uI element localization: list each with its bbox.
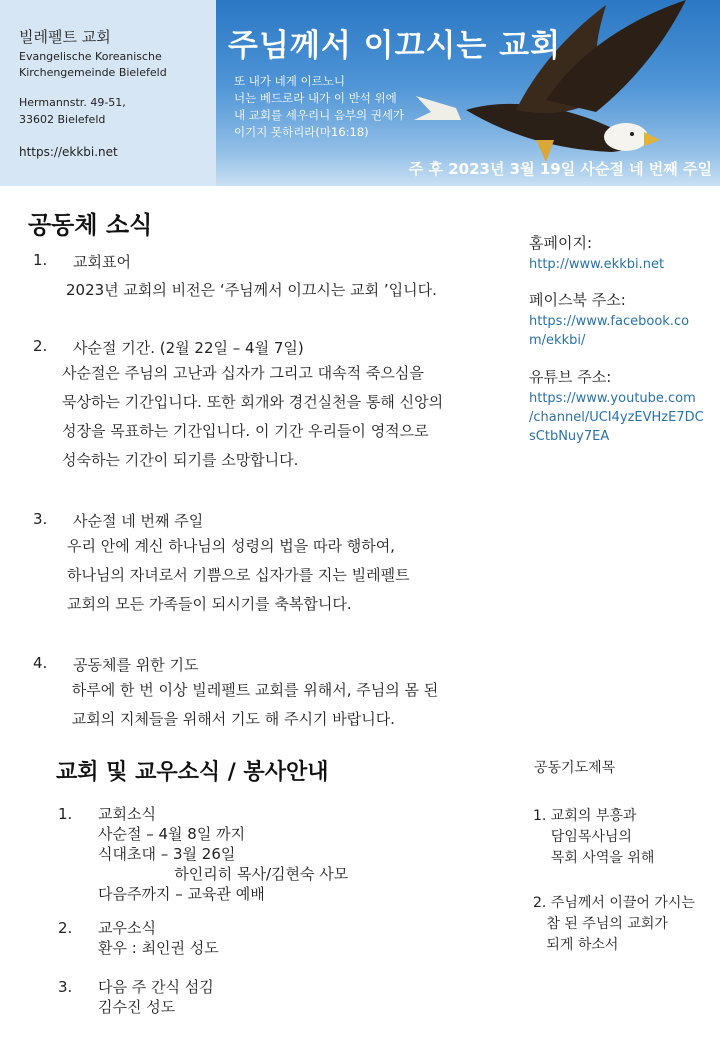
prayer-item bbox=[533, 806, 654, 869]
item-number: 1. bbox=[58, 805, 73, 823]
item-text: 교회의 지체들을 위해서 기도 해 주시기 바랍니다. bbox=[67, 710, 395, 728]
item-line: 다음 주 간식 섬김 bbox=[98, 978, 214, 996]
service-date: 주 후 2023년 3월 19일 사순절 네 번째 주일 bbox=[408, 160, 712, 178]
prayer-line: 담임목사님의 bbox=[533, 829, 632, 845]
item-text: 하나님의 자녀로서 기쁨으로 십자가를 지는 빌레펠트 bbox=[67, 566, 410, 584]
homepage-link[interactable]: http://www.ekkbi.net bbox=[529, 257, 665, 272]
church-info-box bbox=[0, 0, 216, 186]
youtube-label: 유튜브 주소: bbox=[529, 368, 612, 386]
facebook-block bbox=[529, 289, 689, 350]
prayer-line: 목회 사역을 위해 bbox=[533, 850, 655, 866]
item-line: 교회소식 bbox=[98, 805, 156, 823]
item-text: 교회의 모든 가족들이 되시기를 축복합니다. bbox=[67, 595, 352, 613]
item-number: 1. bbox=[33, 251, 48, 269]
prayer-line: 참 된 주님의 교회가 bbox=[533, 916, 668, 932]
item-heading: 사순절 기간. (2월 22일 – 4월 7일) bbox=[73, 339, 304, 357]
facebook-link-line: m/ekkbi/ bbox=[529, 333, 586, 348]
item-text: 성장을 목표하는 기간입니다. 이 기간 우리들이 영적으로 bbox=[62, 422, 429, 440]
verse-line: 내 교회를 세우리니 음부의 권세가 bbox=[234, 108, 405, 122]
item-line: 교우소식 bbox=[98, 919, 156, 937]
item-line: 식대초대 – 3월 26일 bbox=[98, 845, 236, 863]
item-line: 김수진 성도 bbox=[98, 998, 176, 1016]
church-name: 빌레펠트 교회 bbox=[19, 28, 111, 46]
banner-title: 주님께서 이끄시는 교회 bbox=[228, 28, 562, 64]
item-text: 사순절은 주님의 고난과 십자가 그리고 대속적 죽으심을 bbox=[62, 364, 424, 382]
item-line: 환우 : 최인권 성도 bbox=[98, 939, 219, 957]
prayer-line: 1. 교회의 부흥과 bbox=[533, 808, 637, 824]
item-text: 하루에 한 번 이상 빌레펠트 교회를 위해서, 주님의 몸 된 bbox=[67, 681, 439, 699]
community-news-title: 공동체 소식 bbox=[28, 211, 153, 239]
address-line1: Hermannstr. 49-51, bbox=[19, 96, 126, 109]
prayer-line: 되게 하소서 bbox=[533, 937, 619, 953]
item-number: 2. bbox=[58, 919, 73, 937]
item-number: 4. bbox=[33, 654, 48, 672]
item-line: 다음주까지 – 교육관 예배 bbox=[98, 885, 265, 903]
item-heading: 공동체를 위한 기도 bbox=[73, 656, 199, 674]
church-news-title: 교회 및 교우소식 / 봉사안내 bbox=[56, 760, 329, 785]
youtube-block bbox=[529, 366, 704, 446]
youtube-link-line: /channel/UCI4yzEVHzE7DC bbox=[529, 410, 704, 425]
youtube-link-line: sCtbNuy7EA bbox=[529, 429, 610, 444]
german-name-line1: Evangelische Koreanische bbox=[19, 50, 162, 63]
homepage-label: 홈페이지: bbox=[529, 234, 593, 252]
youtube-link-line: https://www.youtube.com bbox=[529, 391, 696, 406]
item-line: 하인리히 목사/김현숙 사모 bbox=[98, 865, 349, 883]
item-text: 성숙하는 기간이 되기를 소망합니다. bbox=[62, 451, 299, 469]
website-link[interactable]: https://ekkbi.net bbox=[19, 145, 118, 159]
item-text: 우리 안에 계신 하나님의 성령의 법을 따라 행하여, bbox=[67, 537, 395, 555]
item-number: 2. bbox=[33, 337, 48, 355]
homepage-block bbox=[529, 232, 664, 274]
item-text: 묵상하는 기간입니다. 또한 회개와 경건실천을 통해 신앙의 bbox=[62, 393, 444, 411]
prayer-item bbox=[533, 893, 695, 956]
prayer-title: 공동기도제목 bbox=[534, 760, 616, 776]
item-heading: 사순절 네 번째 주일 bbox=[73, 512, 204, 530]
bible-verse bbox=[234, 73, 404, 141]
facebook-link-line: https://www.facebook.co bbox=[529, 314, 690, 329]
facebook-link[interactable] bbox=[529, 312, 689, 350]
item-text: 2023년 교회의 비전은 ‘주님께서 이끄시는 교회 ’입니다. bbox=[66, 281, 437, 299]
verse-line: 너는 베드로라 내가 이 반석 위에 bbox=[234, 91, 397, 105]
german-name-line2: Kirchengemeinde Bielefeld bbox=[19, 66, 167, 79]
item-heading: 교회표어 bbox=[73, 253, 131, 271]
facebook-label: 페이스북 주소: bbox=[529, 291, 626, 309]
item-number: 3. bbox=[58, 978, 73, 996]
verse-line: 이기지 못하리라(마16:18) bbox=[234, 125, 369, 139]
item-number: 3. bbox=[33, 510, 48, 528]
prayer-line: 2. 주님께서 이끌어 가시는 bbox=[533, 895, 695, 911]
youtube-link[interactable] bbox=[529, 389, 704, 446]
header-banner bbox=[216, 0, 720, 186]
item-line: 사순절 – 4월 8일 까지 bbox=[98, 825, 246, 843]
verse-line: 또 내가 네게 이르노니 bbox=[234, 74, 345, 88]
address-line2: 33602 Bielefeld bbox=[19, 113, 106, 126]
